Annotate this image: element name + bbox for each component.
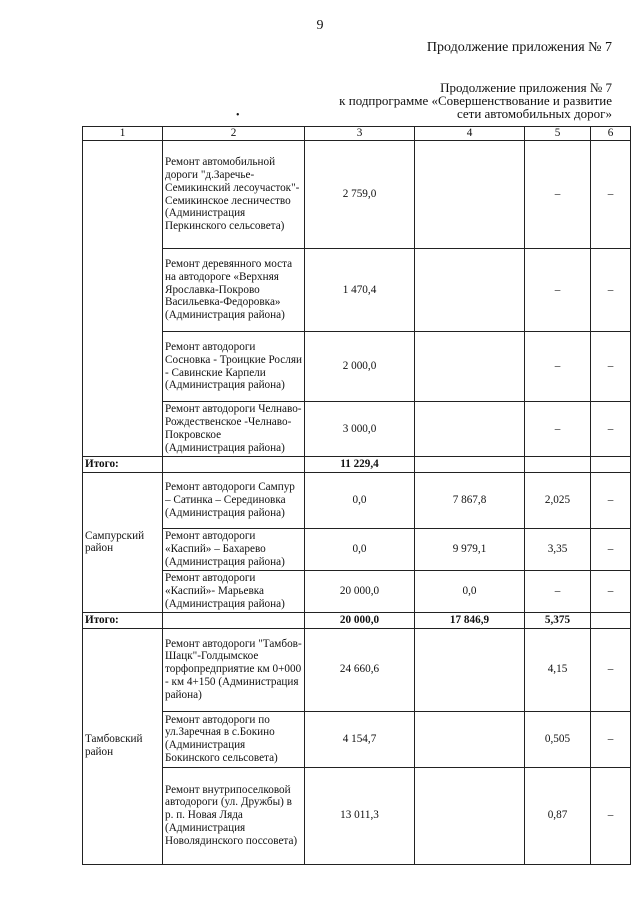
- value-col5: –: [525, 570, 591, 612]
- column-number: 3: [305, 127, 415, 141]
- roads-table: [82, 126, 631, 865]
- continuation-label: Продолжение приложения № 7: [426, 40, 612, 55]
- project-description: Ремонт автодороги Челнаво- Рождественское -Челнаво-Покровское (Администрация района): [163, 402, 305, 457]
- value-col6: –: [591, 711, 631, 767]
- value-col3: 0,0: [305, 472, 415, 528]
- table-row: [83, 402, 631, 457]
- value-col6: –: [591, 249, 631, 332]
- table-row: [83, 570, 631, 612]
- value-col4: [415, 628, 525, 711]
- value-col4: 9 979,1: [415, 528, 525, 570]
- column-number: 1: [83, 127, 163, 141]
- table-row: [83, 711, 631, 767]
- value-col6: –: [591, 402, 631, 457]
- value-col3: 13 011,3: [305, 767, 415, 864]
- appendix-line-1: Продолжение приложения № 7: [440, 80, 612, 95]
- value-col6: –: [591, 472, 631, 528]
- value-col5: 4,15: [525, 628, 591, 711]
- table-row: [83, 628, 631, 711]
- stray-dot: •: [236, 110, 240, 121]
- value-col5: –: [525, 249, 591, 332]
- total-col5: 5,375: [525, 612, 591, 628]
- total-col3: 11 229,4: [305, 457, 415, 473]
- column-number: 2: [163, 127, 305, 141]
- value-col4: [415, 249, 525, 332]
- appendix-line-3: сети автомобильных дорог»: [456, 106, 612, 121]
- table-row: [83, 332, 631, 402]
- value-col5: 0,505: [525, 711, 591, 767]
- value-col5: –: [525, 332, 591, 402]
- total-empty: [163, 457, 305, 473]
- column-number: 6: [591, 127, 631, 141]
- value-col4: [415, 141, 525, 249]
- value-col6: –: [591, 332, 631, 402]
- project-description: Ремонт автомобильной дороги "д.Заречье-Семикинский лесоучасток"-Семикинское лесничество (Администрация Перкинского сельсовета): [163, 141, 305, 249]
- project-description: Ремонт автодороги Сампур – Сатинка – Серединовка (Администрация района): [163, 472, 305, 528]
- table-row: [83, 472, 631, 528]
- column-number: 4: [415, 127, 525, 141]
- total-col4: [415, 457, 525, 473]
- total-empty: [163, 612, 305, 628]
- value-col4: 7 867,8: [415, 472, 525, 528]
- value-col6: –: [591, 141, 631, 249]
- value-col6: –: [591, 628, 631, 711]
- value-col4: 0,0: [415, 570, 525, 612]
- value-col3: 2 759,0: [305, 141, 415, 249]
- value-col4: [415, 711, 525, 767]
- value-col3: 20 000,0: [305, 570, 415, 612]
- project-description: Ремонт деревянного моста на автодороге «Верхняя Ярославка-Покрово Васильевка-Федоровка» (Администрация района): [163, 249, 305, 332]
- value-col3: 3 000,0: [305, 402, 415, 457]
- value-col3: 4 154,7: [305, 711, 415, 767]
- total-row: [83, 612, 631, 628]
- value-col5: 3,35: [525, 528, 591, 570]
- project-description: Ремонт автодороги Сосновка - Троицкие Росляи - Савинские Карпели (Администрация района): [163, 332, 305, 402]
- page-number: 9: [316, 18, 324, 33]
- total-col6: [591, 612, 631, 628]
- project-description: Ремонт внутрипоселковой автодороги (ул. Дружбы) в р. п. Новая Ляда (Администрация Новолядинского поссовета): [163, 767, 305, 864]
- value-col4: [415, 767, 525, 864]
- project-description: Ремонт автодороги «Каспий»- Марьевка (Администрация района): [163, 570, 305, 612]
- table-row: [83, 249, 631, 332]
- value-col3: 0,0: [305, 528, 415, 570]
- project-description: Ремонт автодороги по ул.Заречная в с.Бокино (Администрация Бокинского сельсовета): [163, 711, 305, 767]
- total-label: Итого:: [83, 612, 163, 628]
- total-row: [83, 457, 631, 473]
- table-row: [83, 141, 631, 249]
- value-col3: 24 660,6: [305, 628, 415, 711]
- value-col5: –: [525, 402, 591, 457]
- value-col5: 2,025: [525, 472, 591, 528]
- value-col5: –: [525, 141, 591, 249]
- district-cell-empty: [83, 141, 163, 457]
- table-row: [83, 767, 631, 864]
- appendix-header: [339, 81, 612, 120]
- value-col5: 0,87: [525, 767, 591, 864]
- total-label: Итого:: [83, 457, 163, 473]
- value-col6: –: [591, 528, 631, 570]
- total-col3: 20 000,0: [305, 612, 415, 628]
- appendix-line-2: к подпрограмме «Совершенствование и развитие: [339, 93, 612, 108]
- district-name: Сампурский район: [83, 472, 163, 612]
- value-col3: 2 000,0: [305, 332, 415, 402]
- table-row: [83, 528, 631, 570]
- value-col6: –: [591, 570, 631, 612]
- project-description: Ремонт автодороги «Каспий» – Бахарево (Администрация района): [163, 528, 305, 570]
- total-col4: 17 846,9: [415, 612, 525, 628]
- value-col3: 1 470,4: [305, 249, 415, 332]
- district-name: Тамбовский район: [83, 628, 163, 864]
- total-col5: [525, 457, 591, 473]
- total-col6: [591, 457, 631, 473]
- project-description: Ремонт автодороги "Тамбов-Шацк"-Голдымское торфопредприятие км 0+000 - км 4+150 (Администрация района): [163, 628, 305, 711]
- value-col4: [415, 332, 525, 402]
- column-number: 5: [525, 127, 591, 141]
- value-col4: [415, 402, 525, 457]
- value-col6: –: [591, 767, 631, 864]
- column-number-row: [83, 127, 631, 141]
